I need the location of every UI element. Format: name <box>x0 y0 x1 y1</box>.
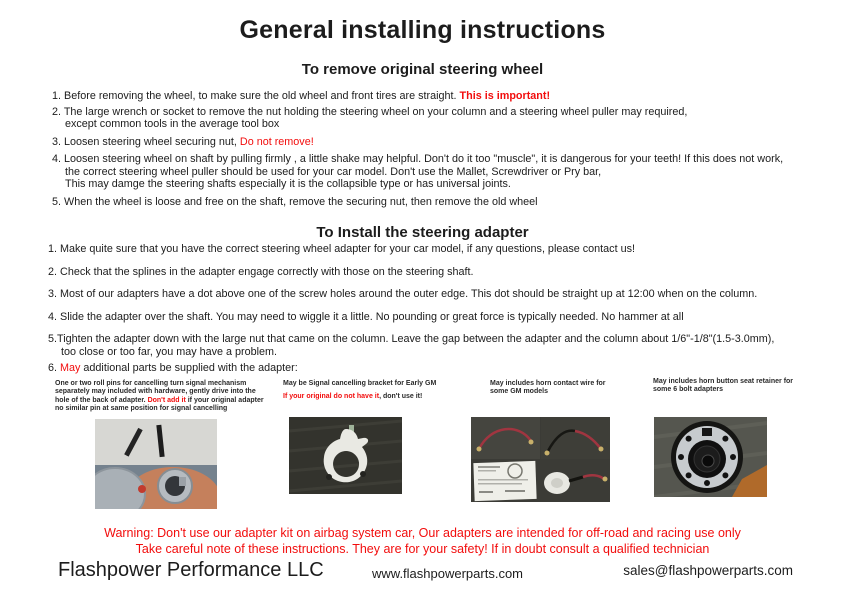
step-text: Tighten the adapter down with the large nut that came on the column. Leave the gap between the adapter and the column about 1/6"-1/8"(1.5-3.0mm), <box>57 333 775 345</box>
install-step-1 <box>48 243 845 256</box>
horn-wire-caption: May includes horn contact wire for some GM models <box>490 379 606 395</box>
remove-section-heading: To remove original steering wheel <box>301 61 544 78</box>
step-text: Check that the splines in the adapter engage correctly with those on the steering shaft. <box>60 265 474 278</box>
step-number: 3. <box>52 135 65 148</box>
step-text: Loosen steering wheel securing nut, <box>64 135 240 148</box>
remove-step-3 <box>52 136 845 149</box>
caption-text: if your original adapter no similar pin at same position for signal cancelling <box>55 396 264 412</box>
step-line: the correct steering wheel puller should be used for your car model. Don't use the Mallet, Screwdriver or Pry bar, <box>65 165 602 178</box>
step-number: 5. <box>52 195 65 208</box>
step-number: 6. <box>48 362 61 374</box>
signal-cancelling-bracket-photo <box>289 417 402 494</box>
warning-line-2: Take careful note of these instructions. They are for your safety! If in doubt consult a qualified technician <box>135 541 710 556</box>
step-number: 4. <box>48 310 61 323</box>
step-number: 2. <box>48 265 61 278</box>
step-number: 1. <box>48 243 61 255</box>
step-text: Before removing the wheel, to make sure the old wheel and front tires are straight. <box>64 90 460 102</box>
step-text: The large wrench or socket to remove the nut holding the steering wheel on your column and a steering wheel puller may required, <box>63 105 688 118</box>
horn-button-seat-retainer-photo <box>654 417 767 497</box>
roll-pins-caption <box>55 380 270 414</box>
install-step-4 <box>48 311 845 324</box>
remove-step-4 <box>52 153 845 191</box>
footer <box>0 559 845 595</box>
step-text: Most of our adapters have a dot above one of the screw holes around the outer edge. This dot should be straight up at 12:00 when on the column. <box>60 288 758 300</box>
dont-use-note: If your original do not have it <box>283 393 380 400</box>
caption-text: , don't use it! <box>379 393 423 400</box>
supplied-parts-section <box>0 377 845 517</box>
important-note: This is important! <box>459 90 551 102</box>
install-step-5 <box>48 333 845 358</box>
step-text: Loosen steering wheel on shaft by pulling firmly , a little shake may helpful. Don't do it too "muscle", it is dangerous for your teeth! If this does not work, <box>64 153 784 165</box>
step-line: except common tools in the average tool box <box>65 118 280 130</box>
remove-steps <box>52 90 845 208</box>
step-line: This may damge the steering shafts especially it is the collapsible type or has universal joints. <box>65 178 511 190</box>
horn-contact-wire-photo <box>471 417 610 502</box>
step-text: When the wheel is loose and free on the shaft, remove the securing nut, then remove the old wheel <box>64 195 538 208</box>
dont-add-note: Don't add it <box>147 396 186 404</box>
roll-pins-and-adapter-photo <box>95 419 217 509</box>
install-steps <box>48 243 845 375</box>
install-step-3 <box>48 288 845 301</box>
step-number: 3. <box>48 288 61 300</box>
remove-step-5 <box>52 196 845 209</box>
install-step-6 <box>48 362 845 375</box>
remove-step-2 <box>52 106 845 131</box>
warning-line-1: Warning: Don't use our adapter kit on airbag system car, Our adapters are intended for off-road and racing use only <box>104 525 741 540</box>
company-name: Flashpower Performance LLC <box>58 558 324 581</box>
caption-text: One or two roll pins for cancelling turn signal mechanism separately may included with hardware, gently drive into the hole of the back of adapter. <box>55 379 256 404</box>
install-step-2 <box>48 266 845 279</box>
may-note: May <box>60 362 81 374</box>
step-text: Slide the adapter over the shaft. You may need to wiggle it a little. No pounding or great force is typically needed. No hammer at all <box>60 310 684 323</box>
do-not-remove-note: Do not remove! <box>239 135 314 148</box>
website-url: www.flashpowerparts.com <box>372 565 523 581</box>
step-text: additional parts be supplied with the adapter: <box>80 362 298 374</box>
install-section-heading: To Install the steering adapter <box>316 224 529 241</box>
step-line: too close or too far, you may have a problem. <box>61 345 278 358</box>
document-title: General installing instructions <box>239 16 606 44</box>
remove-step-1 <box>52 90 845 103</box>
email-address: sales@flashpowerparts.com <box>623 562 793 578</box>
caption-text: May be Signal cancelling bracket for Early GM <box>283 379 437 387</box>
step-line <box>52 153 845 166</box>
warning-text <box>0 525 845 557</box>
caption-line <box>283 393 458 402</box>
step-line <box>52 106 845 119</box>
bracket-caption <box>283 380 458 402</box>
step-number: 4. <box>52 153 65 165</box>
step-number: 1. <box>52 90 65 102</box>
horn-retainer-caption: May includes horn button seat retainer for some 6 bolt adapters <box>653 377 794 393</box>
step-text: Make quite sure that you have the correct steering wheel adapter for your car model, if any questions, please contact us! <box>60 243 635 255</box>
step-number: 2. <box>52 105 64 118</box>
step-line <box>48 333 845 346</box>
step-number: 5. <box>48 333 58 345</box>
